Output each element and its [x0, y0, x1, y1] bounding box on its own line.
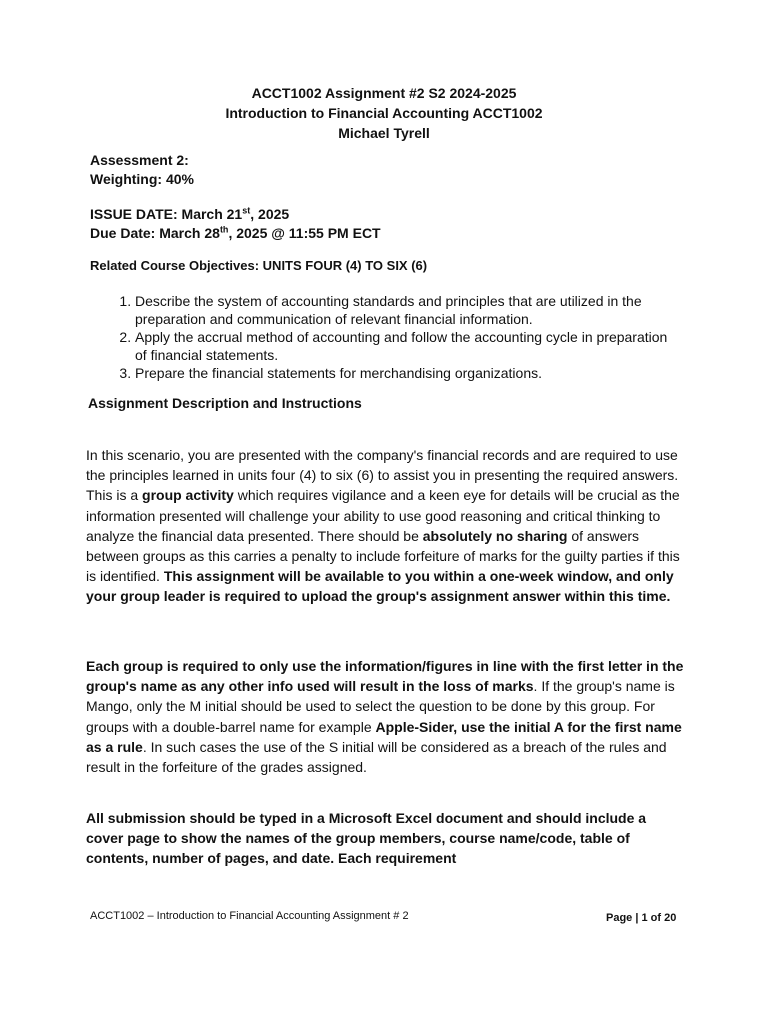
objective-item: 1. Describe the system of accounting standards and principles that are utilized in the preparation and communication of relevant financial information. — [135, 292, 675, 328]
assessment-weighting: Weighting: 40% — [90, 171, 194, 187]
dates-block — [90, 205, 381, 243]
paragraph-group-rules: Each group is required to only use the information/figures in line with the first letter in the group's name as any other info used will result in the loss of marks. If the group's name is Mango, only the M initial should be used to select the question to be done by this group. For groups with a double-barrel name for example Apple-Sider, use the initial A for the first name as a rule. In such cases the use of the S initial will be considered as a breach of the rules and result in the forfeiture of the grades assigned. — [86, 658, 684, 776]
objective-item: 3. Prepare the financial statements for merchandising organizations. — [135, 364, 675, 382]
footer-course: ACCT1002 – Introduction to Financial Accounting Assignment # 2 — [90, 910, 409, 922]
header-instructor: Michael Tyrell — [338, 125, 430, 141]
issue-date: ISSUE DATE: March 21st, 2025 — [90, 205, 290, 222]
section-title: Assignment Description and Instructions — [88, 395, 362, 411]
header-title: ACCT1002 Assignment #2 S2 2024-2025 — [251, 85, 517, 101]
objective-item: 2. Apply the accrual method of accounting and follow the accounting cycle in preparation of financial statements. — [135, 328, 675, 364]
assessment-info — [90, 151, 194, 189]
header-course: Introduction to Financial Accounting ACCT1002 — [225, 105, 543, 121]
due-date: Due Date: March 28th, 2025 @ 11:55 PM ECT — [90, 224, 381, 241]
footer-page-number: Page | 1 of 20 — [606, 912, 677, 924]
objectives-heading: Related Course Objectives: UNITS FOUR (4) TO SIX (6) — [90, 258, 428, 273]
document-header — [0, 83, 768, 143]
paragraph-submission: All submission should be typed in a Microsoft Excel document and should include a cover page to show the names of the group members, course name/code, table of contents, number of pages, and date. Each requirement — [86, 810, 647, 867]
objectives-list — [112, 292, 675, 382]
assessment-number: Assessment 2: — [90, 152, 189, 168]
paragraph-scenario: In this scenario, you are presented with the company's financial records and are required to use the principles learned in units four (4) to six (6) to assist you in presenting the required answers. This is a group activity which requires vigilance and a keen eye for details will be crucial as the information presented will challenge your ability to use good reasoning and critical thinking to analyze the financial data presented. There should be absolutely no sharing of answers between groups as this carries a penalty to include forfeiture of marks for the guilty parties if this is identified. This assignment will be available to you within a one-week window, and only your group leader is required to upload the group's assignment answer within this time. — [86, 447, 680, 605]
